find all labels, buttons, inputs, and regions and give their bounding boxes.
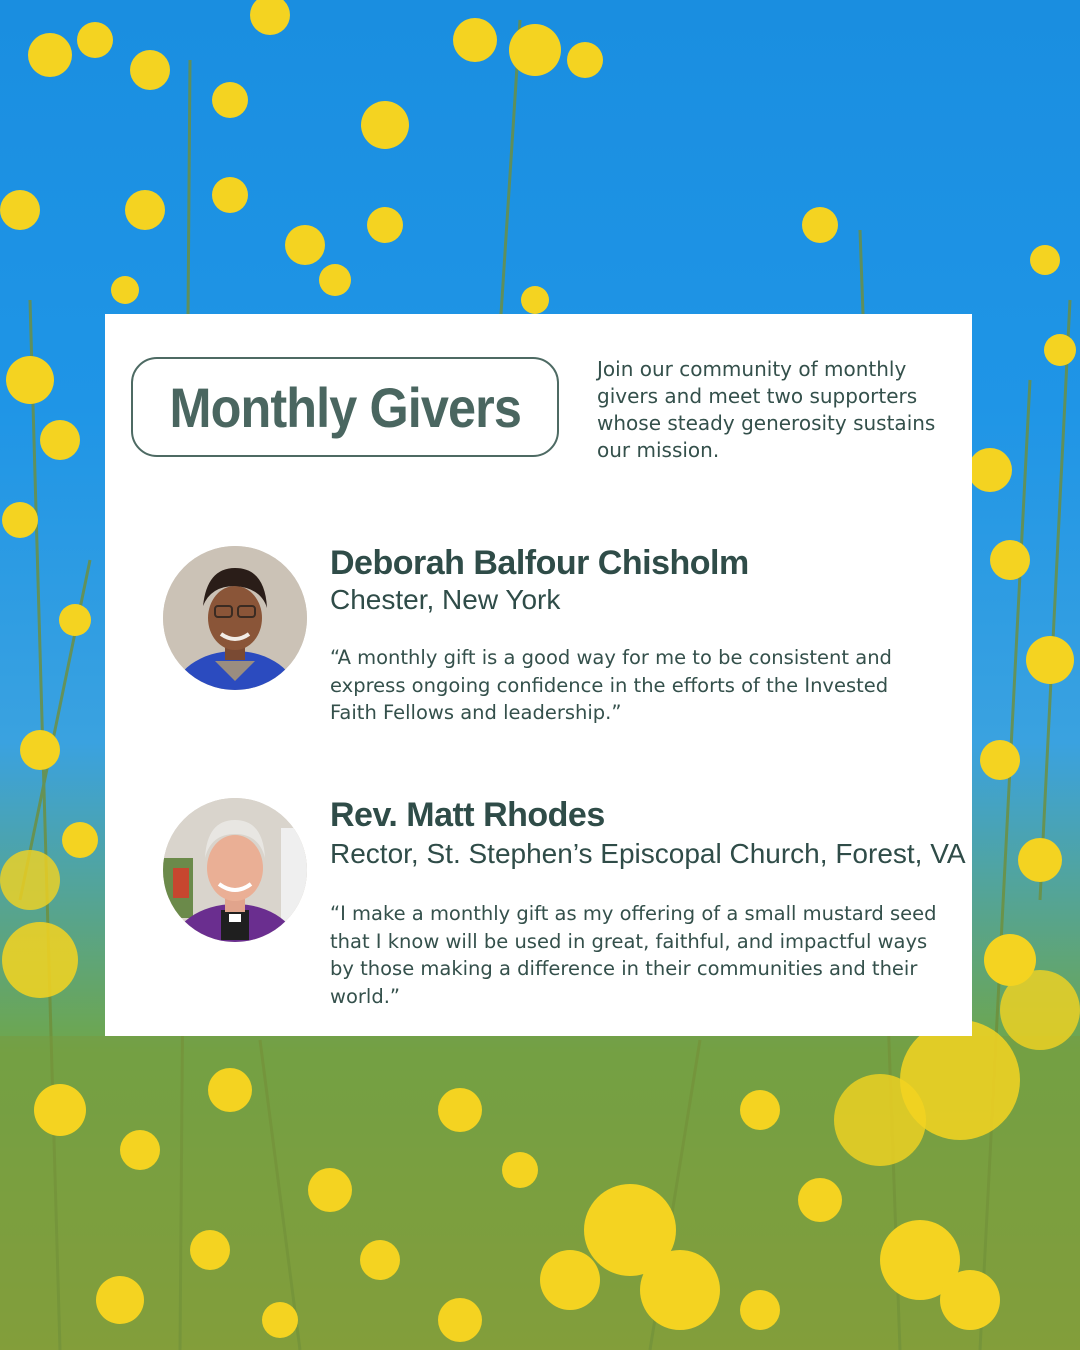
portrait-photo (163, 546, 307, 690)
giver-location: Chester, New York (330, 584, 561, 615)
page-title: Monthly Givers (169, 375, 521, 439)
giver-name: Rev. Matt Rhodes (330, 796, 605, 834)
avatar (163, 798, 307, 942)
intro-text: Join our community of monthly givers and meet two supporters whose steady generosity sustains our mission. (597, 357, 936, 462)
giver-quote: “A monthly gift is a good way for me to be consistent and express ongoing confidence in the efforts of the Invested Faith Fellows and leadership.” (330, 646, 892, 724)
monthly-givers-card (105, 314, 972, 1036)
avatar (163, 546, 307, 690)
giver-name: Deborah Balfour Chisholm (330, 544, 749, 582)
giver-location: Rector, St. Stephen’s Episcopal Church, Forest, VA (330, 838, 966, 869)
portrait-photo (163, 798, 307, 942)
title-badge (131, 357, 559, 457)
giver-quote: “I make a monthly gift as my offering of a small mustard seed that I know will be used in great, faithful, and impactful ways by those making a difference in their communities and their world.” (330, 902, 937, 1008)
